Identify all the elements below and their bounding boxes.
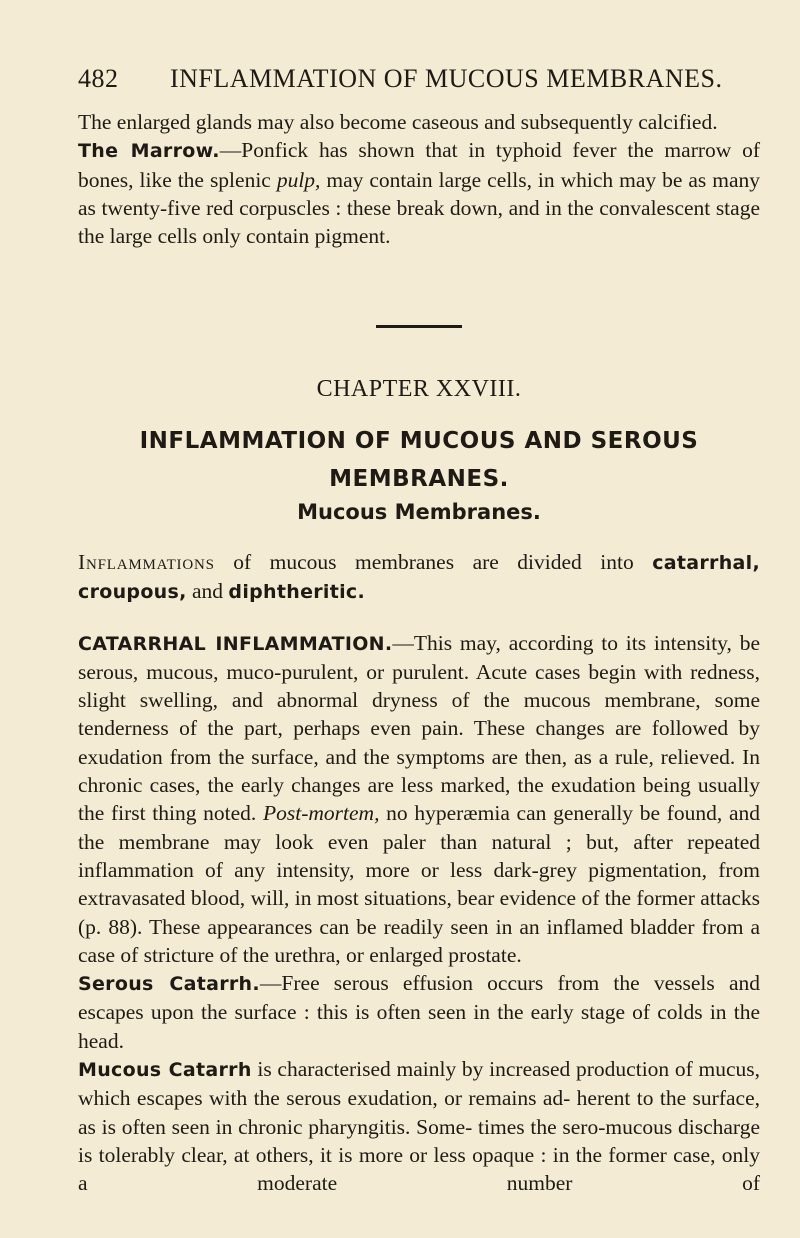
paragraph-inflammations [78,548,760,607]
paragraph-serous [78,969,760,1055]
paragraph-marrow [78,136,760,250]
serous-heading: Serous Catarrh. [78,973,260,996]
marrow-text-2: may contain large cells, in which may be as many as twenty-five red corpuscles : these break down, and in the convalescent stage the large cells only contain pigment. [78,167,760,249]
type-croupous: croupous, [78,581,187,604]
section-divider [376,325,462,328]
type-diphtheritic: diphtheritic. [228,581,366,604]
marrow-heading: The Marrow. [78,140,220,163]
catarrhal-heading: CATARRHAL INFLAMMATION. [78,632,393,655]
marrow-text-1: —Ponfick has shown that in typhoid fever the marrow of bones, like the splenic [78,138,760,192]
chapter-title [78,422,760,498]
serous-text: —Free serous effusion occurs from the vessels and escapes upon the surface : this is often seen in the early stage of colds in the head. [78,971,760,1053]
paragraph-glands: The enlarged glands may also become caseous and subsequently calcified. [78,110,718,134]
chapter-title-line-2: MEMBRANES. [329,466,509,492]
intro-block [78,108,760,250]
running-title: INFLAMMATION OF MUCOUS MEMBRANES. [170,64,723,93]
type-catarrhal: catarrhal, [652,552,760,574]
post-mortem-italic: Post-mortem, [263,801,380,826]
chapter-title-line-1: INFLAMMATION OF MUCOUS AND SEROUS [139,428,699,454]
paragraph-mucous [78,1055,760,1197]
catarrhal-text-2: no hyperæmia can generally be found, and the membrane may look even paler than natural ; but, after repeated inflammation of any intensity, more or less dark-grey pigmentation, from extravasated blood, will, in most situations, bear evidence of the former attacks (p. 88). These appearances can be readily seen in an inflamed bladder from a case of stricture of the urethra, or enlarged prostate. [78,801,760,967]
lead-smallcaps: Inflammations [78,550,215,574]
mucous-heading: Mucous Catarrh [78,1059,252,1082]
marrow-italic: pulp, [276,167,321,192]
section-title: Mucous Membranes. [297,500,541,524]
paragraph-catarrhal [78,629,760,970]
catarrhal-text-1: —This may, according to its intensity, be serous, mucous, muco-purulent, or purulent. Acute cases begin with redness, slight swelling, and abnormal dryness of the mucous membrane, some tenderness of the part, perhaps even pain. These changes are followed by exudation from the surface, and the symptoms are then, as a rule, relieved. In chronic cases, the early changes are less marked, the exudation being usually the first thing noted. [78,630,760,826]
chapter-number: CHAPTER XXVIII. [316,376,522,402]
mucous-text: is characterised mainly by increased production of mucus, which escapes with the serous exudation, or remains ad- herent to the surface, as is often seen in chronic pharyngitis. Some- times the sero-mucous discharge is tolerably clear, at others, it is more or less opaque : in the former case, only a moderate number of [78,1057,760,1196]
lead-text: of mucous membranes are divided into [214,550,653,574]
and-word: and [186,579,229,604]
body-block [78,548,760,1198]
page-number: 482 [78,64,119,93]
